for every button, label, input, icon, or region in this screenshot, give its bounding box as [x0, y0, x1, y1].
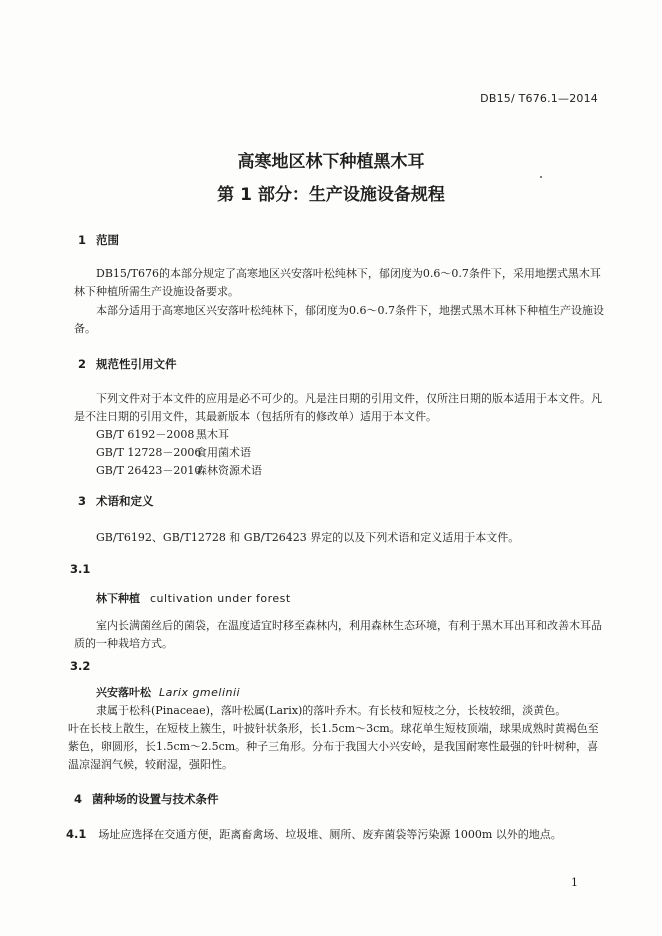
section-1-heading: [78, 232, 119, 248]
reference-item: [96, 462, 262, 478]
term-3-1: [96, 590, 291, 606]
section-title: 菌种场的设置与技术条件: [92, 792, 219, 806]
clause-4-1: [66, 825, 562, 844]
reference-code: GB/T 12728－2006: [96, 446, 202, 459]
term-latin-name: Larix gmelinii: [159, 686, 241, 699]
section-2-para: 下列文件对于本文件的应用是必不可少的。凡是注日期的引用文件，仅所注日期的版本适用于本文件。凡是不注日期的引用文件，其最新版本（包括所有的修改单）适用于本文件。: [74, 392, 602, 423]
term-3-2-definition-line-1: 隶属于松科(Pinaceae)，落叶松属(Larix)的落叶乔木。有长枝和短枝之分，长枝较细，淡黄色。: [96, 704, 567, 717]
reference-name: 食用菌术语: [196, 446, 251, 459]
scan-speck: [540, 176, 542, 178]
clause-number: 4.1: [66, 827, 87, 841]
section-4-heading: [74, 791, 219, 807]
section-3-para: GB/T6192、GB/T12728 和 GB/T26423 界定的以及下列术语和定义适用于本文件。: [96, 531, 520, 544]
reference-item: [96, 426, 229, 442]
clause-3-2-number: 3.2: [70, 659, 91, 673]
reference-code: GB/T 26423－2010: [96, 464, 202, 477]
section-title: 规范性引用文件: [96, 357, 177, 371]
term-3-2-definition-rest: 叶在长枝上散生，在短枝上簇生，叶披针状条形，长1.5cm～3cm。球花单生短枝顶端，球果成熟时黄褐色至紫色，卵圆形，长1.5cm～2.5cm。种子三角形。分布于我国大小兴安岭，是我国耐寒性最强的针叶树种，喜温凉湿润气候，较耐湿，强阳性。: [68, 722, 599, 771]
reference-item: [96, 444, 251, 460]
term-name: 林下种植: [96, 592, 140, 605]
reference-code: GB/T 6192－2008: [96, 428, 195, 441]
term-3-2: [96, 684, 240, 700]
section-3-heading: [78, 493, 154, 509]
standard-number: DB15/ T676.1—2014: [480, 92, 598, 105]
section-1-para-2: 本部分适用于高寒地区兴安落叶松纯林下，郁闭度为0.6～0.7条件下，地摆式黑木耳林下种植生产设施设备。: [74, 304, 604, 335]
title-line-2: 第 1 部分：生产设施设备规程: [217, 185, 445, 205]
section-1-para-1: DB15/T676的本部分规定了高寒地区兴安落叶松纯林下，郁闭度为0.6～0.7条件下，采用地摆式黑木耳林下种植所需生产设施设备要求。: [74, 267, 601, 298]
term-3-1-definition: 室内长满菌丝后的菌袋，在温度适宜时移至森林内，利用森林生态环境，有利于黑木耳出耳和改善木耳品质的一种栽培方式。: [74, 619, 602, 650]
section-number: 1: [78, 233, 87, 247]
section-number: 4: [74, 792, 83, 806]
section-number: 3: [78, 494, 87, 508]
term-english: cultivation under forest: [150, 592, 291, 605]
section-title: 术语和定义: [96, 494, 154, 508]
reference-name: 黑木耳: [196, 428, 229, 441]
term-name: 兴安落叶松: [96, 686, 151, 699]
section-title: 范围: [96, 233, 119, 247]
reference-name: 森林资源术语: [196, 464, 262, 477]
page-number: 1: [571, 876, 578, 889]
title-line-1: 高寒地区林下种植黑木耳: [237, 152, 425, 172]
clause-text: 场址应选择在交通方便，距离畜禽场、垃圾堆、厕所、废弃菌袋等污染源 1000m 以外的地点。: [98, 828, 562, 841]
clause-3-1-number: 3.1: [70, 562, 91, 576]
section-2-heading: [78, 356, 177, 372]
section-number: 2: [78, 357, 87, 371]
